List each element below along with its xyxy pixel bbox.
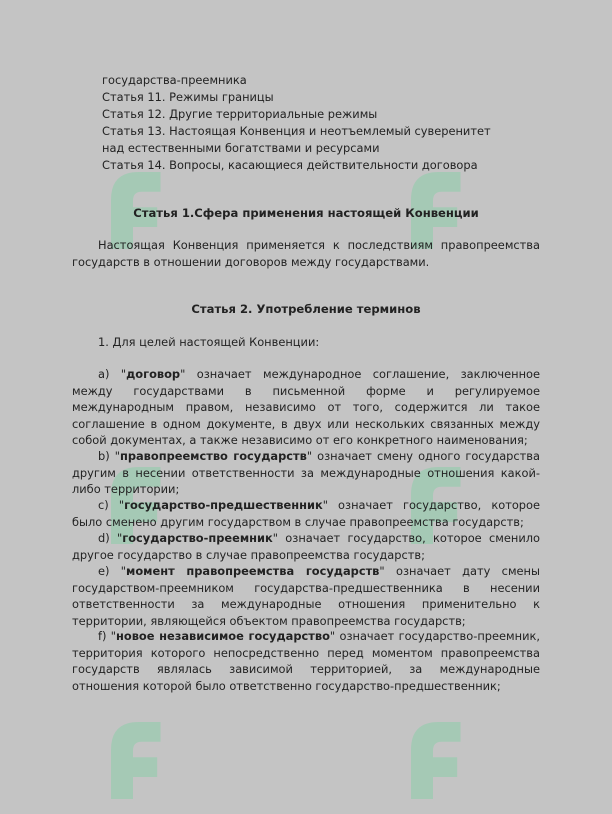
definition-item-a: [72, 366, 540, 449]
watermark-logo-icon: [378, 700, 488, 810]
toc-line: Статья 12. Другие территориальные режимы: [102, 107, 378, 121]
toc-line: Статья 11. Режимы границы: [102, 90, 274, 104]
definition-item-c: [72, 497, 540, 530]
definition-body: " означает смену одного государства другим в несении ответственности за международные отношения какой-либо территории;: [72, 449, 540, 496]
article-1-heading: Статья 1.Сфера применения настоящей Конвенции: [133, 206, 479, 220]
definition-item-e: [72, 563, 540, 629]
article-2-intro: 1. Для целей настоящей Конвенции:: [98, 335, 320, 349]
definition-term: государство-предшественник: [124, 498, 323, 512]
definition-item-f: [72, 628, 540, 694]
definition-prefix: b) ": [98, 449, 120, 463]
definition-prefix: f) ": [98, 629, 117, 643]
toc-line: над естественными богатствами и ресурсами: [102, 141, 380, 155]
definition-term: новое независимое государство: [116, 629, 330, 643]
definition-body: " означает государство, которое было сменено другим государством в случае правопреемства государств;: [72, 498, 541, 529]
definition-term: правопреемство государств: [119, 449, 307, 463]
article-1-text: Настоящая Конвенция применяется к последствиям правопреемства государств в отношении договоров между государствами.: [72, 238, 540, 269]
toc-line: Статья 14. Вопросы, касающиеся действительности договора: [102, 158, 478, 172]
definition-body: " означает государство, которое сменило другое государство в случае правопреемства государств;: [72, 531, 540, 562]
toc-line: государства-преемника: [102, 73, 247, 87]
definition-item-b: [72, 448, 540, 498]
definition-term: момент правопреемства государств: [126, 564, 380, 578]
definition-prefix: a) ": [98, 367, 127, 381]
watermark-logo-icon: [78, 700, 188, 810]
definition-prefix: e) ": [98, 564, 127, 578]
article-2-heading: Статья 2. Употребление терминов: [191, 302, 421, 316]
definition-body: " означает дату смены государством-преемником государства-предшественника в несении ответственности за международные отношения применительно к территории, являющейся объектом правопреемства государств;: [72, 564, 540, 628]
table-of-contents: [102, 72, 522, 174]
definition-body: " означает международное соглашение, заключенное между государствами в письменной форме и регулируемое международным правом, независимо от того, содержится ли такое соглашение в одном документе, в двух или нескольких связанных между собой документах, а также независимо от его конкретного наименования;: [72, 367, 540, 447]
definition-term: государство-преемник: [122, 531, 273, 545]
definition-prefix: d) ": [98, 531, 123, 545]
toc-line: Статья 13. Настоящая Конвенция и неотъемлемый суверенитет: [102, 124, 491, 138]
definition-term: договор: [126, 367, 181, 381]
definition-item-d: [72, 530, 540, 563]
definition-body: " означает государство-преемник, территория которого непосредственно перед моментом правопреемства государств являлась зависимой территорией, за международные отношения которой было ответственно государство-предшественник;: [72, 629, 540, 693]
definition-prefix: c) ": [98, 498, 125, 512]
